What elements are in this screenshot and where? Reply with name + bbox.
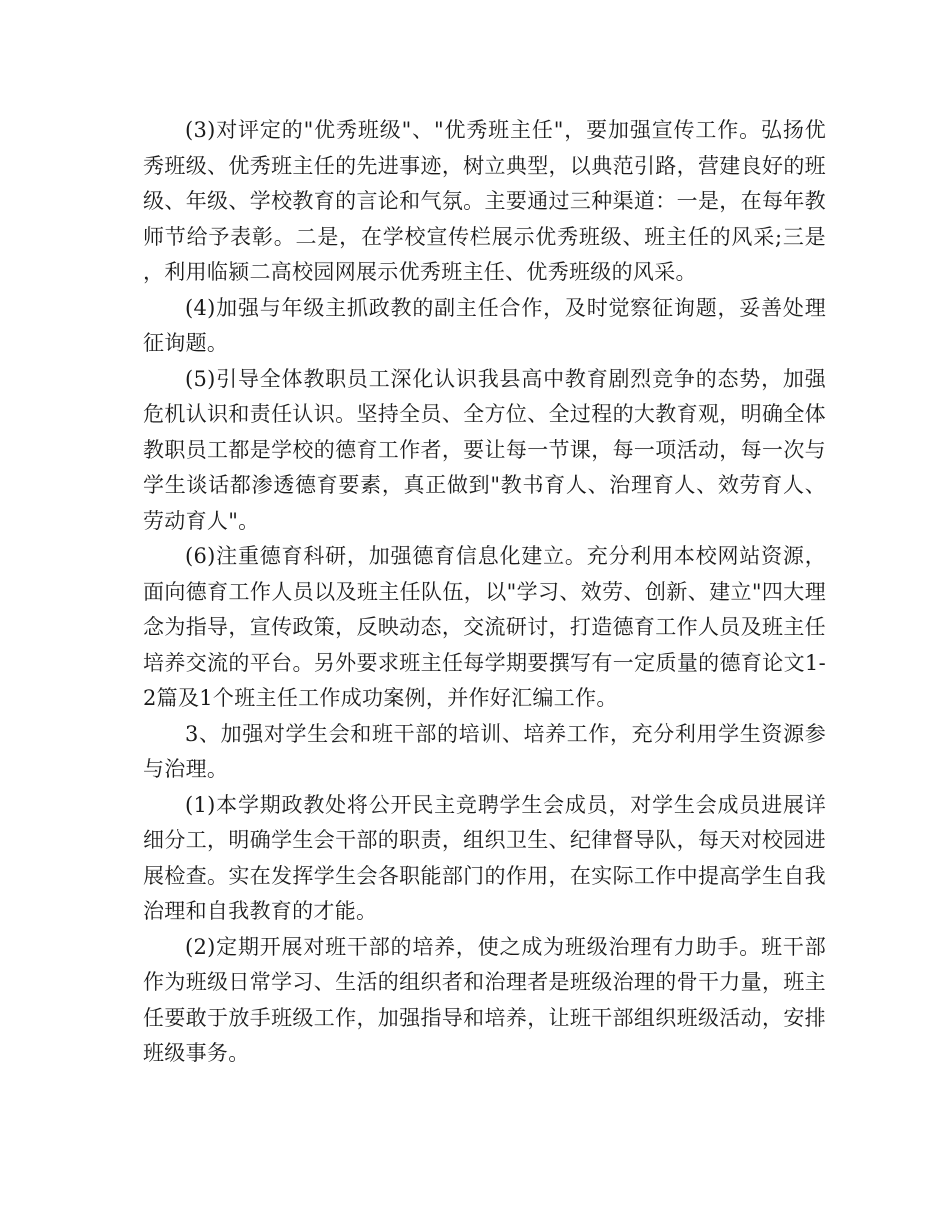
paragraph-6-research: (6)注重德育科研，加强德育信息化建立。充分利用本校网站资源，面向德育工作人员以及班主任队伍，以"学习、效劳、创新、建立"四大理念为指导，宣传政策，反映动态，交流研讨，打造德育工作人员及班主任培养交流的平台。另外要求班主任每学期要撰写有一定质量的德育论文1-2篇及1个班主任工作成功案例，并作好汇编工作。: [143, 544, 826, 710]
paragraph-5-awareness: (5)引导全体教职员工深化认识我县高中教育剧烈竞争的态势，加强危机认识和责任认识。坚持全员、全方位、全过程的大教育观，明确全体教职员工都是学校的德育工作者，要让每一节课，每一项活动，每一次与学生谈话都渗透德育要素，真正做到"教书育人、治理育人、效劳育人、劳动育人"。: [143, 366, 826, 533]
document-body: [143, 113, 826, 1072]
paragraph-3-publicity: (3)对评定的"优秀班级"、"优秀班主任"，要加强宣传工作。弘扬优秀班级、优秀班主任的先进事迹，树立典型，以典范引路，营建良好的班级、年级、学校教育的言论和气氛。主要通过三种渠道：一是，在每年教师节给予表彰。二是，在学校宣传栏展示优秀班级、班主任的风采;三是，利用临颍二高校园网展示优秀班主任、优秀班级的风采。: [143, 118, 826, 284]
paragraph-2-class-cadres: (2)定期开展对班干部的培养，使之成为班级治理有力助手。班干部作为班级日常学习、生活的组织者和治理者是班级治理的骨干力量，班主任要敢于放手班级工作，加强指导和培养，让班干部组织班级活动，安排班级事务。: [143, 934, 826, 1065]
section-3-heading: 3、加强对学生会和班干部的培训、培养工作，充分利用学生资源参与治理。: [143, 721, 826, 781]
paragraph-4-cooperation: (4)加强与年级主抓政教的副主任合作，及时觉察征询题，妥善处理征询题。: [143, 295, 826, 355]
paragraph-1-student-union: (1)本学期政教处将公开民主竞聘学生会成员，对学生会成员进展详细分工，明确学生会干部的职责，组织卫生、纪律督导队，每天对校园进展检查。实在发挥学生会各职能部门的作用，在实际工作中提高学生自我治理和自我教育的才能。: [143, 792, 826, 923]
